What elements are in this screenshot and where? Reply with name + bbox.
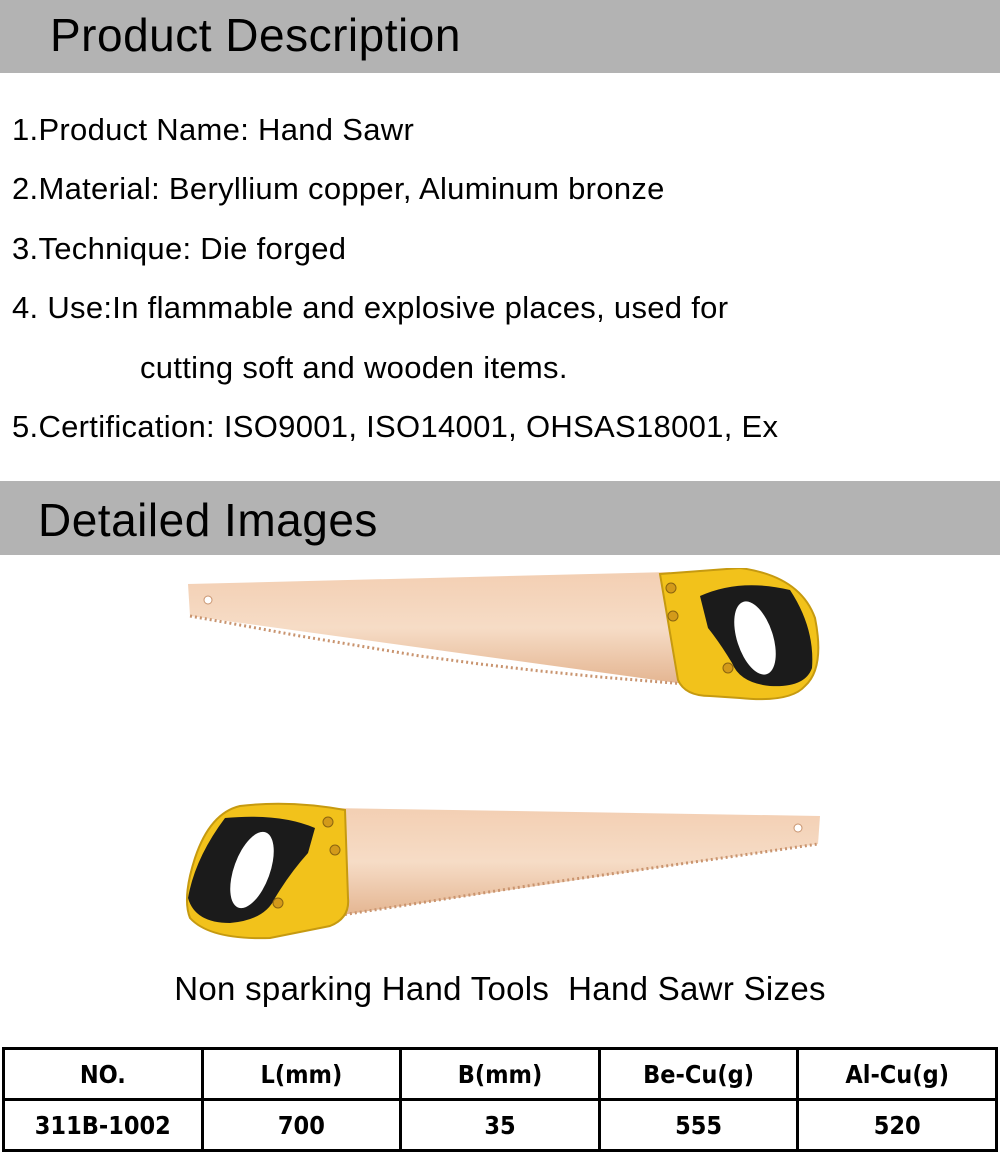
section-title: Product Description — [50, 9, 461, 61]
hand-saw-image — [180, 568, 830, 713]
table-cell: 555 — [599, 1100, 798, 1151]
size-table — [2, 1047, 998, 1152]
section-header-product-description — [0, 0, 1000, 73]
table-cell: 520 — [798, 1100, 997, 1151]
use-line: 4. Use:In flammable and explosive places, used for — [12, 290, 729, 325]
table-cell: 311B-1002 — [4, 1100, 203, 1151]
table-header-cell: NO. — [4, 1049, 203, 1100]
table-header-row — [4, 1049, 997, 1100]
section-header-detailed-images — [0, 481, 1000, 555]
certification-line: 5.Certification: ISO9001, ISO14001, OHSAS18001, Ex — [12, 409, 779, 444]
table-cell: 700 — [202, 1100, 401, 1151]
technique-line: 3.Technique: Die forged — [12, 231, 347, 266]
table-header-cell: L(mm) — [202, 1049, 401, 1100]
saw-blade — [330, 808, 820, 916]
product-name-line: 1.Product Name: Hand Sawr — [12, 112, 415, 147]
material-line: 2.Material: Beryllium copper, Aluminum bronze — [12, 171, 665, 206]
table-header-cell: Be-Cu(g) — [599, 1049, 798, 1100]
table-header-cell: B(mm) — [401, 1049, 600, 1100]
hanging-hole — [794, 824, 802, 832]
image-caption: Non sparking Hand Tools Hand Sawr Sizes — [174, 970, 826, 1007]
use-line-continued: cutting soft and wooden items. — [140, 350, 568, 385]
hanging-hole — [204, 596, 212, 604]
table-header-cell: Al-Cu(g) — [798, 1049, 997, 1100]
saw-blade — [188, 572, 685, 684]
table-cell: 35 — [401, 1100, 600, 1151]
table-row — [4, 1100, 997, 1151]
hand-saw-image — [180, 798, 830, 943]
section-title: Detailed Images — [38, 494, 378, 546]
